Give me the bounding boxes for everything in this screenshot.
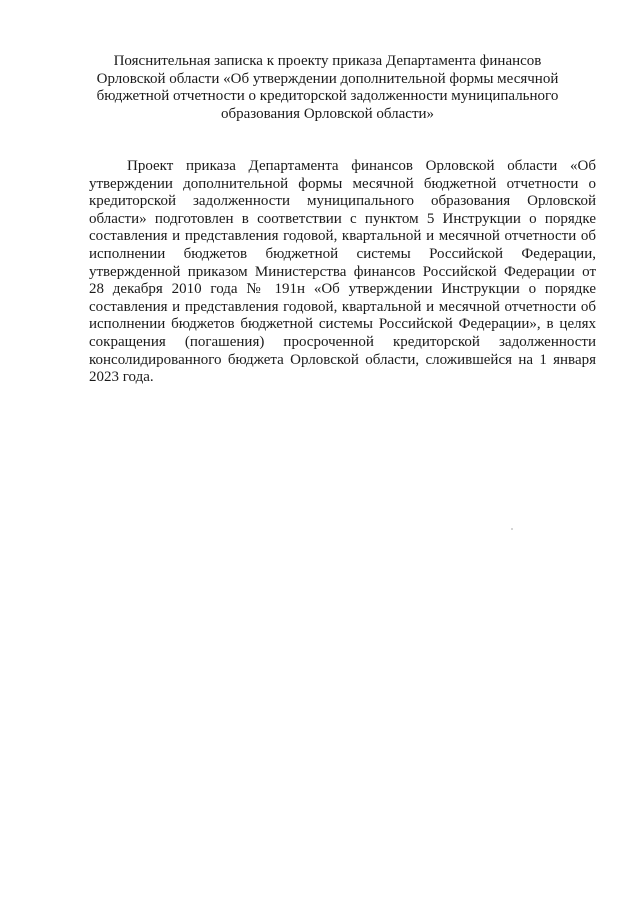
body-line: 28 декабря 2010 года № 191н «Об утверждении Инструкции о порядке: [89, 281, 596, 298]
title-line: Пояснительная записка к проекту приказа Департамента финансов: [113, 53, 542, 69]
body-line: кредиторской задолженности муниципального образования Орловской: [89, 193, 596, 210]
body-line: исполнении бюджетов бюджетной системы Российской Федерации,: [89, 245, 596, 262]
title-line: образования Орловской области»: [220, 105, 435, 122]
body-line: области» подготовлен в соответствии с пунктом 5 Инструкции о порядке: [89, 210, 596, 227]
body-line: утверждении дополнительной формы месячной бюджетной отчетности о: [89, 175, 596, 192]
body-line: исполнении бюджетов бюджетной системы Российской Федерации», в целях: [89, 316, 596, 333]
title-line: Орловской области «Об утверждении дополнительной формы месячной: [96, 70, 559, 87]
document-body-paragraph: [89, 158, 596, 387]
body-line: сокращения (погашения) просроченной кредиторской задолженности: [89, 333, 596, 350]
body-line: консолидированного бюджета Орловской области, сложившейся на 1 января: [89, 351, 596, 368]
body-line: 2023 года.: [89, 369, 154, 386]
body-line: составления и представления годовой, квартальной и месячной отчетности об: [89, 298, 596, 315]
body-line: утвержденной приказом Министерства финансов Российской Федерации от: [89, 263, 596, 280]
body-line: Проект приказа Департамента финансов Орловской области «Об: [127, 158, 596, 174]
body-line: составления и представления годовой, квартальной и месячной отчетности об: [89, 228, 596, 245]
scan-speck: [511, 528, 513, 530]
document-title: [80, 53, 575, 123]
title-line: бюджетной отчетности о кредиторской задолженности муниципального: [96, 88, 559, 104]
